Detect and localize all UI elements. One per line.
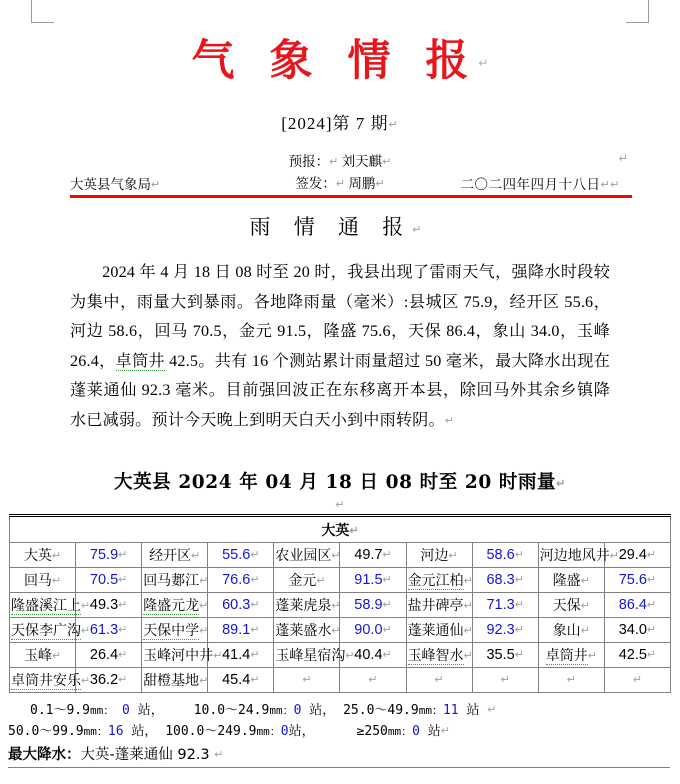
- stat-range-2: 10.0～24.9: [193, 703, 270, 718]
- pilcrow-mark: ↵: [329, 156, 339, 168]
- pilcrow-mark: ↵: [646, 599, 657, 611]
- pilcrow-mark: ↵: [250, 599, 260, 611]
- station-name-cell: [142, 568, 208, 593]
- rainfall-value-text: 61.3: [89, 622, 119, 638]
- pilcrow-mark: ↵: [618, 153, 628, 165]
- rainfall-value-text: 34.0: [618, 622, 647, 638]
- rainfall-value-text: 55.6: [222, 547, 251, 563]
- rainfall-value-cell: [340, 568, 406, 593]
- issue-date-text: 二〇二四年四月十八日: [460, 177, 601, 192]
- pilcrow-mark: ↵: [580, 625, 590, 637]
- pilcrow-mark: ↵: [368, 674, 378, 686]
- pilcrow-mark: ↵: [81, 675, 91, 687]
- pilcrow-mark: ↵: [514, 549, 524, 561]
- pilcrow-mark: ↵: [514, 599, 524, 611]
- station-name-cell: [538, 543, 619, 568]
- pilcrow-mark: ↵: [345, 650, 355, 662]
- stat-count-3: 11: [442, 703, 459, 718]
- issuer-block: [8, 151, 672, 198]
- pilcrow-mark: ↵: [487, 704, 497, 716]
- pilcrow-mark: ↵: [388, 119, 399, 131]
- station-name-cell: [538, 593, 604, 618]
- rainfall-value-text: 71.3: [486, 597, 515, 613]
- stat-station-3: 站: [466, 703, 480, 718]
- station-name-text: 天保中学: [143, 623, 200, 639]
- rainfall-value-cell: [604, 643, 670, 668]
- station-name-cell: [10, 593, 91, 618]
- table-row: [10, 593, 671, 618]
- pilcrow-mark: ↵: [646, 624, 657, 636]
- pilcrow-mark: ↵: [335, 499, 345, 511]
- rainfall-value-cell: [340, 618, 406, 643]
- stat-range-4: 50.0～99.9: [8, 724, 84, 739]
- station-name-cell: [142, 668, 208, 693]
- rainfall-value-text: 75.6: [618, 572, 647, 588]
- rainfall-table: [9, 514, 671, 693]
- rainfall-value-text: 68.3: [486, 572, 515, 588]
- station-name-text: 金元江柏: [407, 573, 464, 589]
- stat-unit-5: mm：: [256, 725, 281, 738]
- rainfall-value-cell: [208, 568, 274, 593]
- forecaster-name: 刘天麒: [341, 154, 383, 169]
- rainfall-value-cell: [208, 543, 274, 568]
- max-rainfall-line: [8, 743, 672, 764]
- rainfall-value-text: 86.4: [618, 597, 647, 613]
- station-name-text: 农业园区: [275, 548, 332, 564]
- rainfall-value-cell: [76, 568, 142, 593]
- pilcrow-mark: ↵: [375, 178, 385, 190]
- pilcrow-mark: ↵: [349, 524, 359, 537]
- pilcrow-mark: ↵: [566, 674, 576, 686]
- station-name-cell: [538, 643, 604, 668]
- pilcrow-mark: ↵: [463, 575, 473, 587]
- pilcrow-mark: ↵: [331, 625, 341, 637]
- station-name-text: 天保李广沟: [11, 623, 81, 639]
- rainfall-value-cell: [604, 668, 670, 693]
- station-name-text: 天保: [552, 598, 581, 614]
- bottom-divider-rule: [8, 767, 670, 768]
- pilcrow-mark: ↵: [412, 224, 431, 236]
- pilcrow-mark: ↵: [331, 600, 341, 612]
- pilcrow-mark: ↵: [81, 625, 91, 637]
- rainfall-value-cell: [472, 643, 538, 668]
- rainfall-value-cell: [76, 543, 142, 568]
- rainfall-value-text: 70.5: [89, 572, 119, 588]
- stats-line-2: [8, 721, 672, 742]
- station-name-cell: [538, 618, 604, 643]
- pilcrow-mark: ↵: [610, 179, 620, 191]
- pilcrow-mark: ↵: [250, 549, 260, 561]
- station-name-text: 金元: [288, 573, 317, 589]
- station-name-cell: [142, 593, 208, 618]
- station-name-text: 回马: [23, 573, 52, 589]
- rainfall-value-text: 60.3: [222, 597, 251, 613]
- station-name-cell: [274, 618, 340, 643]
- station-name-text: 蓬莱虎泉: [275, 598, 332, 614]
- trailing-pilcrow-top: [619, 151, 628, 167]
- station-name-text: 蓬莱通仙: [407, 623, 464, 639]
- station-name-cell: [406, 593, 472, 618]
- station-name-cell: [274, 568, 340, 593]
- station-name-text: 玉峰智水: [407, 648, 464, 664]
- rainfall-value-cell: [208, 593, 274, 618]
- crop-mark-top-left: [31, 0, 54, 23]
- rainfall-value-cell: [472, 568, 538, 593]
- station-name-text: 甜橙基地: [143, 673, 200, 689]
- pilcrow-mark: ↵: [199, 625, 209, 637]
- pilcrow-mark: ↵: [587, 650, 597, 662]
- pilcrow-mark: ↵: [199, 575, 209, 587]
- station-name-cell: [538, 568, 604, 593]
- pilcrow-mark: ↵: [118, 649, 128, 661]
- rainfall-value-cell: [472, 543, 538, 568]
- rainfall-value-text: 90.0: [354, 622, 383, 638]
- station-name-text: 卓筒井安乐: [11, 673, 81, 689]
- station-name-cell: [142, 543, 208, 568]
- stat-count-5: 0: [280, 724, 289, 739]
- station-name-cell: [10, 568, 76, 593]
- issuing-office-text: 大英县气象局: [70, 177, 151, 192]
- rainfall-value-text: 58.9: [354, 597, 383, 613]
- pilcrow-mark: ↵: [440, 725, 451, 737]
- rainfall-value-cell: [208, 668, 274, 693]
- rainfall-value-text: 75.9: [89, 547, 119, 563]
- station-name-cell: [406, 618, 472, 643]
- rainfall-value-cell: [340, 668, 406, 693]
- stats-line-1: [8, 700, 672, 721]
- rainfall-value-text: 92.3: [486, 622, 515, 638]
- stat-range-3: 25.0～49.9: [343, 703, 419, 718]
- stat-count-6: 0: [412, 724, 420, 739]
- station-name-text: 蓬莱盛水: [275, 623, 332, 639]
- rainfall-value-text: 49.3: [89, 597, 119, 613]
- rainfall-value-cell: [208, 618, 274, 643]
- station-name-text: 河边: [420, 548, 449, 564]
- pilcrow-mark: ↵: [335, 178, 346, 190]
- station-name-cell: [538, 668, 604, 693]
- table-group-header-text: 大英: [321, 522, 350, 539]
- stray-pilcrow-line: [8, 496, 672, 510]
- pilcrow-mark: ↵: [199, 675, 209, 687]
- rainfall-table-body: [10, 516, 671, 543]
- pilcrow-mark: ↵: [151, 179, 161, 191]
- pilcrow-mark: ↵: [448, 550, 458, 562]
- pilcrow-mark: ↵: [632, 674, 643, 686]
- stat-range-1: 0.1～9.9: [30, 703, 90, 718]
- pilcrow-mark: ↵: [382, 156, 392, 168]
- pilcrow-mark: ↵: [331, 550, 341, 562]
- forecast-label: 预报：: [288, 154, 330, 169]
- forecaster-row: [8, 151, 672, 173]
- masthead-title: [8, 0, 672, 86]
- stat-unit-3: mm：: [418, 704, 443, 717]
- rainfall-value-cell: [604, 618, 670, 643]
- stat-station-4: 站，: [131, 724, 158, 739]
- station-name-cell: [274, 543, 340, 568]
- station-name-cell: [10, 618, 91, 643]
- paragraph-marked-term: 卓筒井: [115, 352, 165, 370]
- rainfall-value-cell: [604, 568, 670, 593]
- rainfall-value-text: 40.4: [354, 647, 383, 663]
- station-name-text: 象山: [552, 623, 581, 639]
- rainfall-value-text: 76.6: [222, 572, 251, 588]
- pilcrow-mark: ↵: [646, 574, 657, 586]
- signer-label: 签发：: [295, 176, 336, 191]
- pilcrow-mark: ↵: [191, 550, 201, 562]
- pilcrow-mark: ↵: [51, 575, 62, 587]
- pilcrow-mark: ↵: [463, 650, 473, 662]
- red-divider-rule: [70, 195, 632, 198]
- station-name-text: 卓筒井: [545, 648, 588, 664]
- pilcrow-mark: ↵: [118, 574, 128, 586]
- rainfall-value-cell: [340, 543, 406, 568]
- pilcrow-mark: ↵: [556, 478, 566, 490]
- pilcrow-mark: ↵: [514, 574, 524, 586]
- stat-station-2: 站，: [309, 703, 336, 718]
- paragraph-part-1: 2024 年 4 月 18 日 08 时至 20 时，我县出现了雷雨天气，强降水时段较为集中，雨量大到暴雨。各地降雨量（毫米）:县城区 75.9，经开区 55.6，河边 58.6，回马 70.5，金元 91.5，隆盛 75.6，天保 86.4，象山 34.0，玉峰 26.4，: [70, 264, 610, 370]
- pilcrow-mark: ↵: [214, 749, 224, 761]
- issue-number: [8, 109, 672, 134]
- station-name-text: 大英: [23, 548, 52, 564]
- station-name-cell: [406, 668, 472, 693]
- table-group-header-row: [10, 516, 671, 543]
- stat-station-1: 站，: [137, 703, 164, 718]
- station-name-text: 隆盛溪江上: [11, 598, 81, 614]
- rainfall-value-text: 45.4: [222, 672, 251, 688]
- station-name-text: 玉峰星宿沟: [275, 648, 346, 664]
- pilcrow-mark: ↵: [199, 600, 209, 612]
- rainfall-value-cell: [76, 643, 142, 668]
- pilcrow-mark: ↵: [382, 649, 392, 661]
- station-name-text: 隆盛: [552, 573, 581, 589]
- stat-station-5: 站，: [288, 724, 315, 739]
- pilcrow-mark: ↵: [51, 550, 62, 562]
- pilcrow-mark: ↵: [81, 600, 91, 612]
- issue-date: [461, 173, 620, 193]
- stat-unit-1: mm：: [89, 704, 115, 717]
- pilcrow-mark: ↵: [514, 624, 524, 636]
- rainfall-value-text: 91.5: [354, 572, 383, 588]
- rain-table-title: [8, 468, 672, 494]
- pilcrow-mark: ↵: [213, 650, 223, 662]
- stat-unit-6: mm：: [387, 725, 413, 738]
- pilcrow-mark: ↵: [382, 624, 392, 636]
- report-paragraph: [70, 258, 610, 436]
- station-name-cell: [10, 543, 76, 568]
- crop-mark-top-right: [626, 0, 649, 23]
- table-row: [10, 643, 671, 668]
- pilcrow-mark: ↵: [646, 549, 657, 561]
- rainfall-value-text: 58.6: [486, 547, 515, 563]
- station-name-cell: [142, 618, 208, 643]
- rainfall-value-text: 42.5: [618, 647, 647, 663]
- pilcrow-mark: ↵: [118, 624, 128, 636]
- pilcrow-mark: ↵: [444, 414, 455, 427]
- stat-unit-4: mm：: [83, 725, 108, 738]
- station-name-text: 回马郪江: [143, 573, 200, 589]
- stat-range-5: 100.0～249.9: [165, 724, 257, 739]
- station-name-cell: [406, 543, 472, 568]
- pilcrow-mark: ↵: [580, 575, 590, 587]
- pilcrow-mark: ↵: [500, 674, 510, 686]
- table-row: [10, 568, 671, 593]
- rainfall-value-text: 41.4: [222, 647, 251, 663]
- max-rainfall-value: 大英-蓬莱通仙 92.3: [80, 747, 210, 763]
- pilcrow-mark: ↵: [609, 550, 619, 562]
- pilcrow-mark: ↵: [580, 600, 590, 612]
- pilcrow-mark: ↵: [463, 600, 473, 612]
- issuing-office: [70, 173, 160, 193]
- rainfall-value-text: 26.4: [89, 647, 119, 663]
- pilcrow-mark: ↵: [250, 649, 260, 661]
- paragraph-part-2: 42.5。共有 16 个测站累计雨量超过 50 毫米，最大降水出现在蓬莱通仙 92.3 毫米。目前强回波正在东移离开本县，除回马外其余乡镇降水已减弱。预计今天晚上到明天白天小到中雨转阴。: [70, 352, 610, 429]
- station-name-text: 玉峰河中井: [143, 648, 214, 664]
- pilcrow-mark: ↵: [302, 674, 312, 686]
- pilcrow-mark: ↵: [118, 599, 128, 611]
- rainfall-value-text: 89.1: [222, 622, 251, 638]
- pilcrow-mark: ↵: [600, 179, 611, 191]
- rainfall-value-cell: [604, 593, 670, 618]
- issue-number-text: [2024]第 7 期: [281, 114, 389, 133]
- station-name-text: 经开区: [149, 548, 192, 564]
- stat-unit-2: mm：: [269, 704, 294, 717]
- station-name-cell: [406, 643, 472, 668]
- rainfall-value-cell: [472, 593, 538, 618]
- table-row: [10, 618, 671, 643]
- rainfall-value-cell: [472, 668, 538, 693]
- station-name-cell: [10, 643, 76, 668]
- rainfall-value-text: 36.2: [89, 672, 119, 688]
- rainfall-statistics: [8, 700, 672, 742]
- rainfall-data-body: [10, 543, 671, 693]
- station-name-cell: [406, 568, 472, 593]
- stat-range-6: ≥250: [356, 724, 388, 739]
- station-name-text: 玉峰: [23, 648, 52, 664]
- station-name-text: 盐井碑亭: [407, 598, 464, 614]
- pilcrow-mark: ↵: [434, 674, 444, 686]
- pilcrow-mark: ↵: [316, 575, 326, 587]
- stat-station-6: 站: [427, 724, 441, 739]
- section-title: [8, 211, 672, 241]
- pilcrow-mark: ↵: [250, 674, 260, 686]
- pilcrow-mark: ↵: [118, 549, 128, 561]
- rainfall-value-cell: [340, 593, 406, 618]
- rain-table-title-text: 大英县 2024 年 04 月 18 日 08 时至 20 时雨量: [113, 472, 557, 493]
- rainfall-value-text: 29.4: [618, 547, 647, 563]
- pilcrow-mark: ↵: [250, 574, 260, 586]
- pilcrow-mark: ↵: [382, 574, 392, 586]
- station-name-text: 河边地风井: [539, 548, 610, 564]
- station-name-text: 隆盛元龙: [143, 598, 200, 614]
- masthead-text: 气 象 情 报: [191, 36, 479, 86]
- pilcrow-mark: ↵: [514, 649, 524, 661]
- section-title-text: 雨 情 通 报: [249, 215, 413, 239]
- stat-count-2: 0: [293, 703, 302, 718]
- stat-count-4: 16: [107, 724, 124, 739]
- station-name-cell: [274, 593, 340, 618]
- pilcrow-mark: ↵: [382, 599, 392, 611]
- station-name-cell: [274, 643, 355, 668]
- stat-count-1: 0: [122, 703, 130, 718]
- pilcrow-mark: ↵: [51, 650, 62, 662]
- rainfall-value-text: 35.5: [486, 647, 515, 663]
- pilcrow-mark: ↵: [382, 549, 392, 561]
- table-group-header-cell: [10, 516, 671, 543]
- pilcrow-mark: ↵: [463, 625, 473, 637]
- pilcrow-mark: ↵: [646, 649, 657, 661]
- station-name-cell: [274, 668, 340, 693]
- rainfall-value-cell: [472, 618, 538, 643]
- table-row: [10, 543, 671, 568]
- station-name-cell: [142, 643, 223, 668]
- pilcrow-mark: ↵: [118, 674, 128, 686]
- pilcrow-mark: ↵: [250, 624, 260, 636]
- station-name-cell: [10, 668, 91, 693]
- rainfall-value-text: 49.7: [354, 547, 383, 563]
- signer-name: 周鹏: [348, 176, 376, 191]
- table-row: [10, 668, 671, 693]
- pilcrow-mark: ↵: [478, 56, 489, 70]
- max-rainfall-label: 最大降水：: [8, 747, 81, 763]
